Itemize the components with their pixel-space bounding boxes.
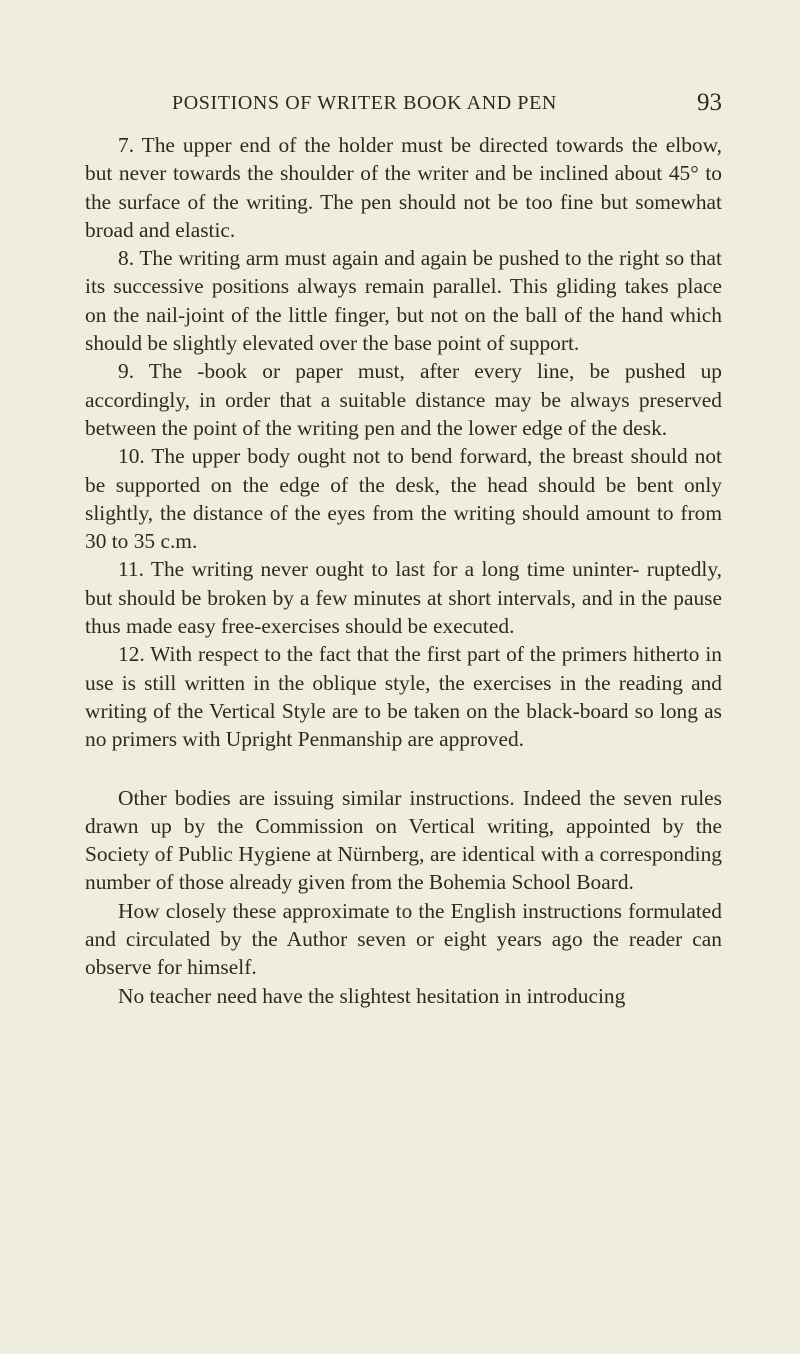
- paragraph-rule-8: 8. The writing arm must again and again be pushed to the right so that its successive positions always remain parallel. This gliding takes place on the nail-joint of the little finger, but not on the ball of the hand which should be slightly elevated over the base point of support.: [85, 246, 722, 356]
- paragraph-rule-11: 11. The writing never ought to last for a long time uninter- ruptedly, but should be broken by a few minutes at short intervals, and in the pause thus made easy free-exercises should be executed.: [85, 557, 722, 639]
- paragraph-rule-12: 12. With respect to the fact that the first part of the primers hitherto in use is still written in the oblique style, the exercises in the reading and writing of the Vertical Style are to be taken on the black-board so long as no primers with Upright Penmanship are approved.: [85, 642, 722, 752]
- paragraph-no-teacher: No teacher need have the slightest hesitation in introducing: [118, 983, 626, 1008]
- paragraph-rule-9: 9. The -book or paper must, after every line, be pushed up accordingly, in order that a suitable distance may be always preserved between the point of the writing pen and the lower edge of the desk.: [85, 359, 722, 440]
- paragraph-rule-7: 7. The upper end of the holder must be directed towards the elbow, but never towards the shoulder of the writer and be inclined about 45° to the surface of the writing. The pen should not be too fine but somewhat broad and elastic.: [85, 133, 722, 242]
- page-number: 93: [697, 89, 722, 116]
- paragraph-other-bodies: Other bodies are issuing similar instructions. Indeed the seven rules drawn up by the Commission on Vertical writing, appointed by the Society of Public Hygiene at Nürnberg, are identical with a corresponding number of those already given from the Bohemia School Board.: [85, 785, 722, 895]
- page-header: [172, 89, 722, 122]
- paragraph-rule-10: 10. The upper body ought not to bend forward, the breast should not be supported on the edge of the desk, the head should be bent only slightly, the distance of the eyes from the writing should amount to from 30 to 35 c.m.: [85, 444, 722, 554]
- body-text: [85, 131, 722, 1010]
- running-head: POSITIONS OF WRITER BOOK AND PEN: [172, 92, 557, 114]
- paragraph-english-instructions: How closely these approximate to the English instructions formulated and circulated by the Author seven or eight years ago the reader can observe for himself.: [85, 898, 722, 980]
